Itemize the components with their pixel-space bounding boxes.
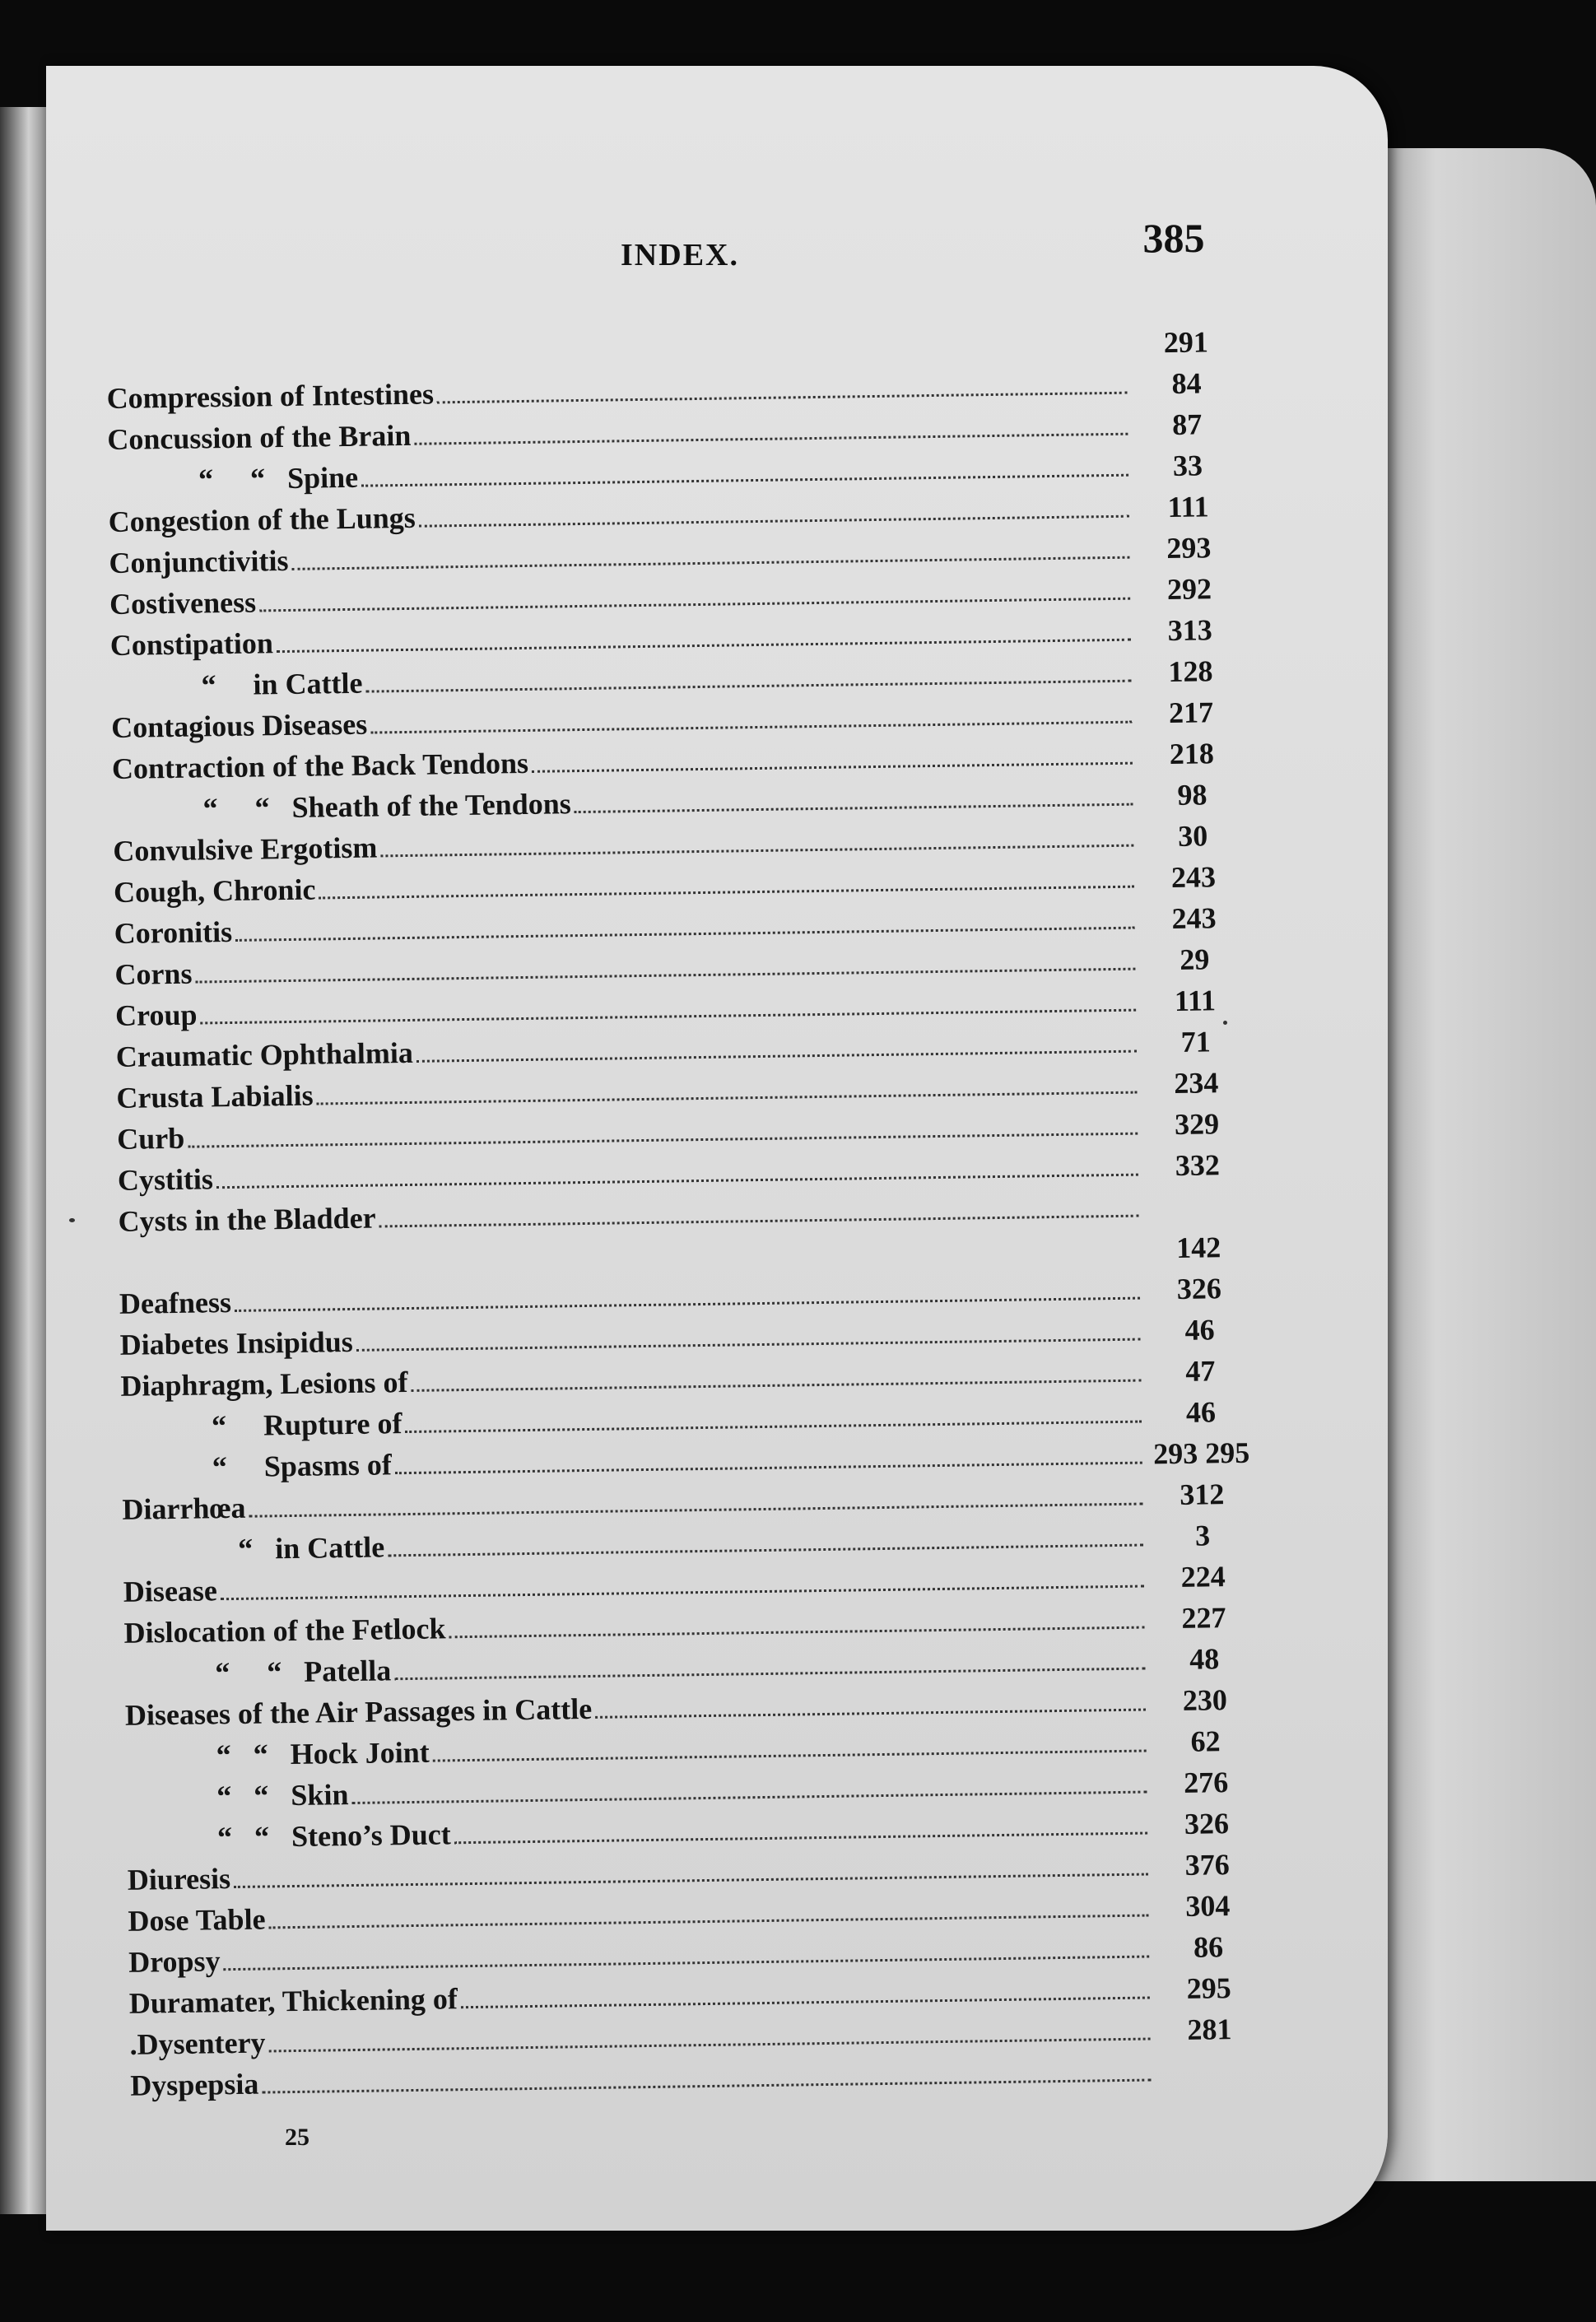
index-entry-label: Duramater, Thickening of <box>128 1982 458 2020</box>
index-entry-label: Contraction of the Back Tendons <box>111 746 529 785</box>
dot-leader <box>277 639 1131 653</box>
dot-leader <box>262 2078 1151 2093</box>
index-entry-label: “ Spasms of <box>212 1448 393 1484</box>
dot-leader <box>216 1174 1138 1189</box>
index-page-number: 292 <box>1166 572 1212 607</box>
index-entry-label: Dose Table <box>128 1902 266 1938</box>
index-entry-label: Diarrhœa <box>122 1491 246 1526</box>
index-page-number: 293 295 <box>1152 1436 1250 1471</box>
dot-leader <box>249 1503 1143 1518</box>
index-page-number: 376 <box>1184 1848 1230 1882</box>
index-page-number: 71 <box>1180 1025 1211 1059</box>
index-page-number: 295 <box>1186 1971 1232 2005</box>
index-entry-label: “ “ Hock Joint <box>216 1735 430 1772</box>
index-page-number: 281 <box>1187 2013 1232 2046</box>
index-page-number: 227 <box>1181 1601 1226 1635</box>
index-entry-label: “ “ Patella <box>214 1654 392 1690</box>
index-entry-label: Conjunctivitis <box>109 543 289 579</box>
index-entry-label: Disease <box>123 1574 218 1608</box>
index-entry-label: “ “ Sheath of the Tendons <box>202 787 571 826</box>
index-entry-label: Dislocation of the Fetlock <box>123 1612 446 1650</box>
index-entry-label: “ “ Skin <box>216 1778 349 1813</box>
dot-leader <box>235 927 1135 942</box>
dot-leader <box>317 1091 1138 1105</box>
dot-leader <box>419 515 1129 528</box>
index-page-number: 332 <box>1175 1148 1221 1182</box>
index-page-number: 84 <box>1171 366 1202 400</box>
dot-leader <box>412 1380 1142 1392</box>
dot-leader <box>394 1668 1145 1681</box>
index-page-number: 326 <box>1184 1807 1230 1840</box>
dot-leader <box>352 1791 1147 1804</box>
index-page-number: 234 <box>1174 1066 1219 1100</box>
page-number: 385 <box>1142 215 1205 261</box>
dot-leader <box>234 1873 1148 1889</box>
dot-leader <box>379 1215 1139 1228</box>
index-entry-label: Croup <box>114 998 198 1032</box>
page-title: INDEX. <box>621 238 739 272</box>
index-entry-label: Deafness <box>119 1286 232 1320</box>
dot-leader <box>259 598 1130 612</box>
dot-leader <box>575 803 1133 813</box>
dot-leader <box>224 1956 1150 1971</box>
index-page-number: 87 <box>1171 407 1203 441</box>
index-page-number: 230 <box>1182 1683 1228 1717</box>
dot-leader <box>366 680 1132 693</box>
index-entry-label: Contagious Diseases <box>110 707 368 744</box>
dot-leader <box>406 1421 1142 1433</box>
index-entry-label: “ in Cattle <box>201 666 363 702</box>
dot-leader <box>395 1462 1142 1475</box>
index-page-number: 326 <box>1176 1272 1222 1305</box>
index-entry-label: Congestion of the Lungs <box>108 500 416 538</box>
index-page-number: 224 <box>1180 1560 1226 1594</box>
index-entry-label: Cough, Chronic <box>113 872 316 909</box>
index-entry-label: Diaphragm, Lesions of <box>120 1366 408 1403</box>
index-page-number: 243 <box>1171 901 1217 936</box>
dot-leader <box>414 433 1128 445</box>
index-entry-label: Concussion of the Brain <box>107 418 412 457</box>
dot-leader <box>235 1297 1140 1312</box>
index-entry-label: Constipation <box>109 626 274 662</box>
book-page <box>46 66 1388 2231</box>
index-entry-label: .Dysentery <box>129 2026 266 2061</box>
dot-leader <box>292 556 1130 570</box>
dot-leader <box>269 1915 1149 1929</box>
index-page-number: 111 <box>1167 490 1209 524</box>
index-entry-label: Convulsive Ergotism <box>113 831 378 868</box>
index-page-number: 30 <box>1177 819 1208 853</box>
dot-leader <box>319 886 1135 900</box>
index-entry-label: Diseases of the Air Passages in Cattle <box>124 1691 593 1732</box>
index-page-number: 111 <box>1174 984 1217 1017</box>
index-page-number: 33 <box>1172 449 1203 482</box>
index-entry-label: Crusta Labialis <box>116 1078 314 1114</box>
index-entry-label: Cystitis <box>117 1162 214 1197</box>
index-page-number: 217 <box>1168 696 1214 730</box>
dot-leader <box>361 474 1128 487</box>
index-entry-label: Diuresis <box>127 1862 231 1896</box>
dot-leader <box>461 1997 1150 2009</box>
index-page-number: 98 <box>1177 778 1207 812</box>
dot-leader <box>269 2038 1151 2053</box>
dot-leader <box>201 1009 1137 1025</box>
index-entry-label: “ “ Steno’s Duct <box>216 1817 451 1854</box>
index-page-number: 46 <box>1185 1395 1217 1429</box>
index-entry-label: Diabetes Insipidus <box>119 1324 354 1361</box>
index-page-number: 47 <box>1184 1354 1216 1388</box>
index-page-number: 29 <box>1180 942 1210 976</box>
signature-mark: 25 <box>285 2124 309 2151</box>
back-page-edge <box>1366 148 1596 2181</box>
dot-leader <box>370 721 1132 734</box>
index-page-number: 46 <box>1184 1313 1215 1347</box>
index-entry-label: Coronitis <box>114 914 233 950</box>
index-page-number: 313 <box>1167 613 1212 648</box>
dot-leader <box>416 1050 1137 1063</box>
dot-leader <box>532 762 1133 773</box>
print-speck <box>1223 1021 1227 1025</box>
index-page-number: 291 <box>1163 325 1209 360</box>
index-entry-label: “ Rupture of <box>211 1407 402 1443</box>
dot-leader <box>433 1750 1147 1762</box>
index-page-number: 329 <box>1174 1107 1220 1141</box>
dot-leader <box>188 1133 1138 1148</box>
index-entries <box>46 66 1388 2231</box>
index-page-number: 86 <box>1193 1930 1224 1964</box>
dot-leader <box>356 1338 1141 1352</box>
index-entry-label: Costiveness <box>109 585 257 621</box>
index-entry-label: Compression of Intestines <box>106 377 435 416</box>
index-page-number: 142 <box>1175 1231 1221 1264</box>
dot-leader <box>221 1585 1144 1601</box>
index-page-number: 3 <box>1194 1519 1211 1552</box>
index-entry-label: Cysts in the Bladder <box>118 1201 376 1238</box>
index-page-number: 293 <box>1166 531 1212 565</box>
index-entry-label: “ “ Spine <box>198 460 359 496</box>
dot-leader <box>437 392 1128 404</box>
index-page-number: 304 <box>1185 1889 1231 1923</box>
index-page-number: 243 <box>1170 860 1217 895</box>
index-page-number: 62 <box>1190 1724 1221 1758</box>
index-page-number: 312 <box>1180 1477 1225 1511</box>
dot-leader <box>595 1709 1146 1719</box>
dot-leader <box>196 968 1136 984</box>
adjacent-page-edge <box>0 107 48 2214</box>
index-entry-label: Curb <box>116 1121 185 1156</box>
index-entry-label: Craumatic Ophthalmia <box>115 1035 414 1073</box>
index-entry-label: Dropsy <box>128 1944 221 1979</box>
index-page-number: 48 <box>1189 1642 1220 1676</box>
dot-leader <box>449 1626 1145 1639</box>
index-page-number: 128 <box>1168 654 1213 689</box>
print-speck <box>69 1218 75 1222</box>
index-entry-label: Corns <box>114 956 193 991</box>
index-page-number: 218 <box>1169 737 1215 771</box>
dot-leader <box>388 1544 1143 1557</box>
index-page-number: 276 <box>1183 1766 1229 1799</box>
dot-leader <box>454 1832 1147 1845</box>
dot-leader <box>380 845 1133 858</box>
index-entry-label: Dyspepsia <box>129 2067 259 2102</box>
index-entry-label: “ in Cattle <box>237 1530 385 1566</box>
